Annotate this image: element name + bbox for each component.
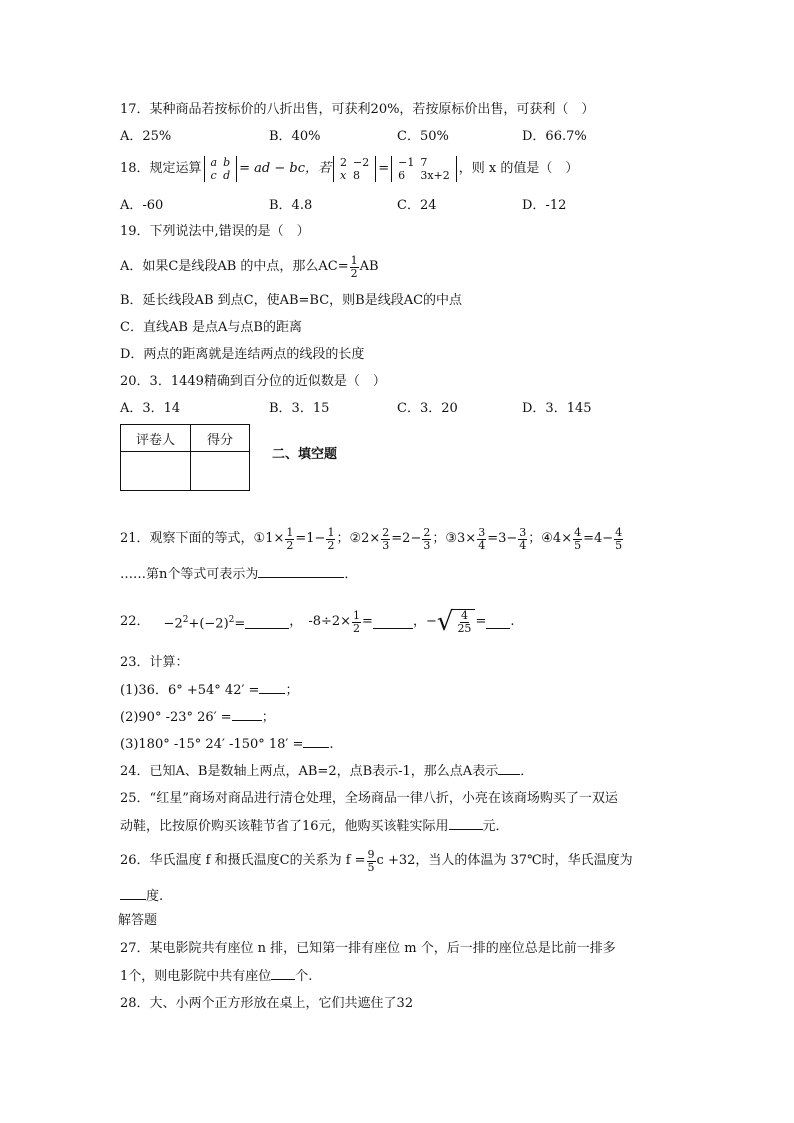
- q22-blank-1[interactable]: [245, 616, 289, 629]
- score-table-score-cell[interactable]: [191, 452, 250, 491]
- q26-line2: 度.: [120, 887, 163, 906]
- q23-blank-3[interactable]: [303, 735, 329, 748]
- q23-item-2: (2)90° -23° 26′ = ；: [120, 710, 275, 725]
- q25-line2: 动鞋，比按原价购买该鞋节省了16元，他购买该鞋实际用 元．: [120, 819, 509, 834]
- q22-sqrt: √ $\frac{4}{25}$: [437, 609, 476, 635]
- q26-fraction-nine-fifths: $\frac{9}{5}$: [367, 847, 375, 874]
- q17-option-b: B．40%: [269, 129, 321, 144]
- q27-line2: 1个，则电影院中共有座位 个.: [120, 969, 313, 984]
- q18-stem: 18．规定运算 a b c d = ad − bc，若 2 −2 x 8 = −1 7 6 3x+2 ，则 x 的值是（ ）: [120, 156, 579, 182]
- q20-option-b: B．3．15: [269, 401, 330, 416]
- q26-answer-blank[interactable]: [120, 887, 146, 900]
- q21-stem: 21．观察下面的等式， ①1× $\frac{1}{2}$ =1− $\frac{1}{2}$ ； ②2× $\frac{2}{3}$ =2− $\frac{2}{3}$ ； ③3× $\frac{3}{4}$ =3− $\frac{3}{4}$ ； ④4× $\frac{4}{5}$ =4− $\frac{4}{5}$: [120, 525, 623, 552]
- q18-definition-tail: = ad − bc，若: [239, 161, 332, 176]
- q24-answer-blank[interactable]: [498, 762, 520, 775]
- q19-fraction-half: $\frac{1}{2}$: [350, 253, 358, 280]
- q23-stem: 23．计算：: [120, 655, 189, 670]
- q20-option-d: D．3．145: [522, 401, 592, 416]
- q18-option-c: C．24: [397, 198, 437, 213]
- q23-item-1: (1)36．6° +54° 42′ = ；: [120, 683, 299, 698]
- q21-answer-blank[interactable]: [258, 565, 344, 578]
- score-table: [120, 424, 250, 491]
- q18-prefix: 18．规定运算: [120, 161, 202, 176]
- q25-line1: 25．“红星”商场对商品进行清仓处理，全场商品一律八折，小亮在该商场购买了一双运: [120, 791, 618, 806]
- score-table-grader-cell[interactable]: [121, 452, 191, 491]
- q20-stem: 20．3．1449精确到百分位的近似数是（ ）: [120, 374, 386, 389]
- q19-option-a: [120, 252, 379, 282]
- q17-option-d: D．66.7%: [522, 129, 587, 144]
- score-table-grader-header: 评卷人: [121, 425, 191, 452]
- q18-option-b: B．4.8: [269, 198, 313, 213]
- q19-option-d: D．两点的距离就是连结两点的线段的长度: [120, 347, 365, 362]
- q27-line1: 27．某电影院共有座位 n 排，已知第一排有座位 m 个，后一排的座位总是比前一排多: [120, 941, 616, 956]
- q21-prefix: 21．观察下面的等式，: [120, 531, 254, 546]
- section-title-fill-in: 二、填空题: [272, 447, 338, 462]
- score-table-score-header: 得分: [191, 425, 250, 452]
- q18-option-a: A．-60: [120, 198, 164, 213]
- q17-stem: 17．某种商品若按标价的八折出售，可获利20%，若按原标价出售，可获利（ ）: [120, 102, 595, 117]
- q26-line1: 26．华氏温度 f 和摄氏温度C的关系为 f = $\frac{9}{5}$ c +32，当人的体温为 37℃时，华氏温度为: [120, 847, 633, 874]
- q17-option-a: A．25%: [120, 129, 172, 144]
- q22-blank-3[interactable]: [486, 616, 510, 629]
- q23-blank-2[interactable]: [232, 708, 262, 721]
- q18-determinant-left: 2 −2 x 8: [333, 156, 376, 182]
- q19-option-c: C．直线AB 是点A与点B的距离: [120, 320, 302, 335]
- q28-stem: 28．大、小两个正方形放在桌上，它们共遮住了32: [120, 996, 414, 1011]
- q18-tail: ，则 x 的值是（ ）: [458, 161, 579, 176]
- q24-stem: 24．已知A、B是数轴上两点，AB=2，点B表示-1，那么点A表示 ．: [120, 764, 534, 779]
- q23-blank-1[interactable]: [259, 681, 285, 694]
- q18-determinant-right: −1 7 6 3x+2: [391, 156, 457, 182]
- q19-option-a-suffix: AB: [359, 259, 379, 274]
- q18-option-d: D．-12: [522, 198, 567, 213]
- q22-blank-2[interactable]: [373, 616, 413, 629]
- q25-answer-blank[interactable]: [449, 817, 483, 830]
- q22-stem: 22． $-2^2+(-2)^2=$ ， -8÷2× $\frac{1}{2}$ = ，− √ $\frac{4}{25}$ = .: [120, 607, 515, 637]
- q21-line2: ……第n个等式可表示为 ．: [120, 567, 358, 582]
- q17-option-c: C．50%: [397, 129, 449, 144]
- q19-option-a-text: A．如果C是线段AB 的中点，那么AC=: [120, 259, 349, 274]
- q19-option-b: B．延长线段AB 到点C，使AB=BC，则B是线段AC的中点: [120, 293, 463, 308]
- q23-item-3: (3)180° -15° 24′ -150° 18′ = .: [120, 737, 334, 752]
- q18-determinant-definition: a b c d: [204, 156, 238, 182]
- q20-option-c: C．3．20: [397, 401, 458, 416]
- q19-stem: 19．下列说法中,错误的是（ ）: [120, 224, 310, 239]
- section-title-solve: 解答题: [118, 913, 158, 928]
- q22-prefix: 22．: [120, 614, 150, 629]
- q27-answer-blank[interactable]: [271, 967, 295, 980]
- q20-option-a: A．3．14: [120, 401, 181, 416]
